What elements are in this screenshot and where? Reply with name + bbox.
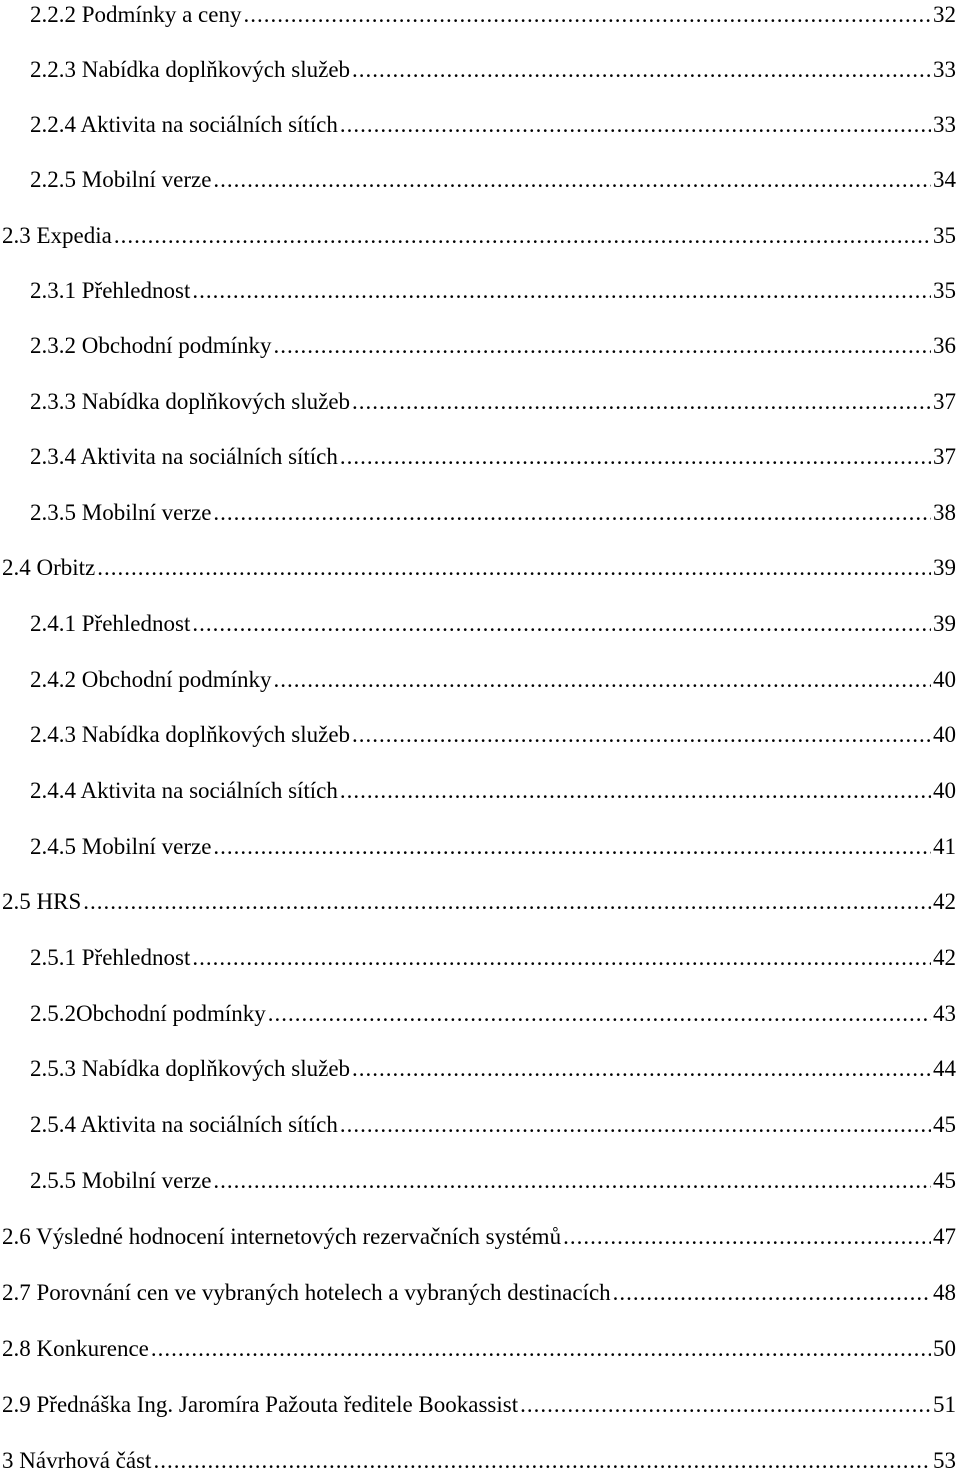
toc-entry-page: 38 (933, 500, 956, 525)
dot-leader (192, 943, 931, 973)
toc-entry-title: 2.4.3 Nabídka doplňkových služeb (30, 722, 351, 747)
toc-entry-page: 36 (933, 333, 956, 358)
dot-leader (340, 110, 931, 140)
toc-entry-page: 37 (933, 444, 956, 469)
dot-leader (340, 776, 931, 806)
toc-entry[interactable] (0, 276, 956, 306)
toc-entry-title: 2.2.2 Podmínky a ceny (30, 2, 242, 27)
toc-entry-title: 2.8 Konkurence (2, 1336, 149, 1361)
toc-entry-page: 40 (933, 722, 956, 747)
toc-entry-title: 2.3.1 Přehlednost (30, 278, 191, 303)
toc-entry-page: 40 (933, 667, 956, 692)
toc-entry[interactable] (0, 110, 956, 140)
toc-entry[interactable] (0, 1166, 956, 1196)
dot-leader (340, 442, 931, 472)
toc-entry[interactable] (0, 665, 956, 695)
toc-entry-title: 3 Návrhová část (2, 1448, 152, 1473)
dot-leader (213, 832, 931, 862)
toc-entry-page: 39 (933, 611, 956, 636)
dot-leader (192, 609, 931, 639)
toc-entry-page: 44 (933, 1056, 956, 1081)
toc-entry[interactable] (0, 165, 956, 195)
dot-leader (352, 1054, 931, 1084)
dot-leader (153, 1446, 931, 1476)
toc-entry-page: 37 (933, 389, 956, 414)
toc-entry-page: 50 (933, 1336, 956, 1361)
toc-entry-title: 2.3 Expedia (2, 223, 112, 248)
dot-leader (213, 165, 931, 195)
dot-leader (243, 0, 931, 30)
toc-entry-title: 2.5.2Obchodní podmínky (30, 1001, 266, 1026)
dot-leader (340, 1110, 931, 1140)
toc-entry-title: 2.4.4 Aktivita na sociálních sítích (30, 778, 338, 803)
toc-entry[interactable] (0, 887, 956, 917)
toc-entry-title: 2.2.4 Aktivita na sociálních sítích (30, 112, 338, 137)
dot-leader (213, 498, 931, 528)
toc-entry-page: 35 (933, 278, 956, 303)
toc-entry-page: 43 (933, 1001, 956, 1026)
toc-entry[interactable] (0, 387, 956, 417)
toc-entry[interactable] (0, 498, 956, 528)
toc-entry-title: 2.5.4 Aktivita na sociálních sítích (30, 1112, 338, 1137)
dot-leader (563, 1222, 931, 1252)
toc-entry-page: 33 (933, 112, 956, 137)
toc-entry[interactable] (0, 832, 956, 862)
dot-leader (274, 331, 932, 361)
dot-leader (352, 720, 931, 750)
toc-entry-title: 2.2.5 Mobilní verze (30, 167, 212, 192)
toc-entry-page: 40 (933, 778, 956, 803)
toc-entry[interactable] (0, 943, 956, 973)
dot-leader (520, 1390, 931, 1420)
toc-entry-title: 2.4 Orbitz (2, 555, 96, 580)
toc-entry-title: 2.5.1 Přehlednost (30, 945, 191, 970)
toc-entry-title: 2.3.3 Nabídka doplňkových služeb (30, 389, 351, 414)
dot-leader (192, 276, 931, 306)
toc-entry-page: 33 (933, 57, 956, 82)
toc-entry-page: 32 (933, 2, 956, 27)
toc-entry-title: 2.4.1 Přehlednost (30, 611, 191, 636)
toc-entry[interactable] (0, 0, 956, 30)
toc-entry-page: 42 (933, 945, 956, 970)
toc-entry[interactable] (0, 1390, 956, 1420)
dot-leader (274, 665, 932, 695)
dot-leader (97, 553, 931, 583)
toc-entry-page: 42 (933, 889, 956, 914)
toc-entry[interactable] (0, 553, 956, 583)
toc-entry[interactable] (0, 1334, 956, 1364)
toc-entry-title: 2.2.3 Nabídka doplňkových služeb (30, 57, 351, 82)
dot-leader (352, 55, 931, 85)
toc-entry-title: 2.4.2 Obchodní podmínky (30, 667, 272, 692)
toc-entry-title: 2.4.5 Mobilní verze (30, 834, 212, 859)
toc-entry-title: 2.9 Přednáška Ing. Jaromíra Pažouta ředitele Bookassist (2, 1392, 519, 1417)
toc-entry[interactable] (0, 1222, 956, 1252)
toc-entry[interactable] (0, 720, 956, 750)
toc-entry[interactable] (0, 55, 956, 85)
toc-entry-title: 2.3.5 Mobilní verze (30, 500, 212, 525)
toc-entry[interactable] (0, 999, 956, 1029)
toc-entry-title: 2.5.5 Mobilní verze (30, 1168, 212, 1193)
toc-entry[interactable] (0, 1110, 956, 1140)
dot-leader (352, 387, 931, 417)
toc-entry-page: 53 (933, 1448, 956, 1473)
toc-entry-title: 2.5 HRS (2, 889, 82, 914)
toc-entry[interactable] (0, 1278, 956, 1308)
dot-leader (613, 1278, 931, 1308)
toc-entry-title: 2.3.4 Aktivita na sociálních sítích (30, 444, 338, 469)
dot-leader (114, 221, 931, 251)
toc-entry[interactable] (0, 331, 956, 361)
toc-entry[interactable] (0, 1054, 956, 1084)
toc-entry[interactable] (0, 1446, 956, 1476)
toc-entry-page: 45 (933, 1168, 956, 1193)
toc-entry-page: 51 (933, 1392, 956, 1417)
toc-entry-page: 39 (933, 555, 956, 580)
dot-leader (268, 999, 931, 1029)
toc-entry-page: 41 (933, 834, 956, 859)
toc-entry[interactable] (0, 221, 956, 251)
toc-entry-page: 45 (933, 1112, 956, 1137)
dot-leader (83, 887, 931, 917)
toc-entry-title: 2.5.3 Nabídka doplňkových služeb (30, 1056, 351, 1081)
dot-leader (151, 1334, 931, 1364)
toc-entry-title: 2.7 Porovnání cen ve vybraných hotelech a vybraných destinacích (2, 1280, 611, 1305)
toc-entry-page: 35 (933, 223, 956, 248)
toc-entry-page: 34 (933, 167, 956, 192)
toc-entry-page: 48 (933, 1280, 956, 1305)
toc-entry-title: 2.6 Výsledné hodnocení internetových rezervačních systémů (2, 1224, 562, 1249)
toc-entry[interactable] (0, 609, 956, 639)
toc-entry-page: 47 (933, 1224, 956, 1249)
toc-entry-title: 2.3.2 Obchodní podmínky (30, 333, 272, 358)
dot-leader (213, 1166, 931, 1196)
toc-entry[interactable] (0, 776, 956, 806)
toc-entry[interactable] (0, 442, 956, 472)
